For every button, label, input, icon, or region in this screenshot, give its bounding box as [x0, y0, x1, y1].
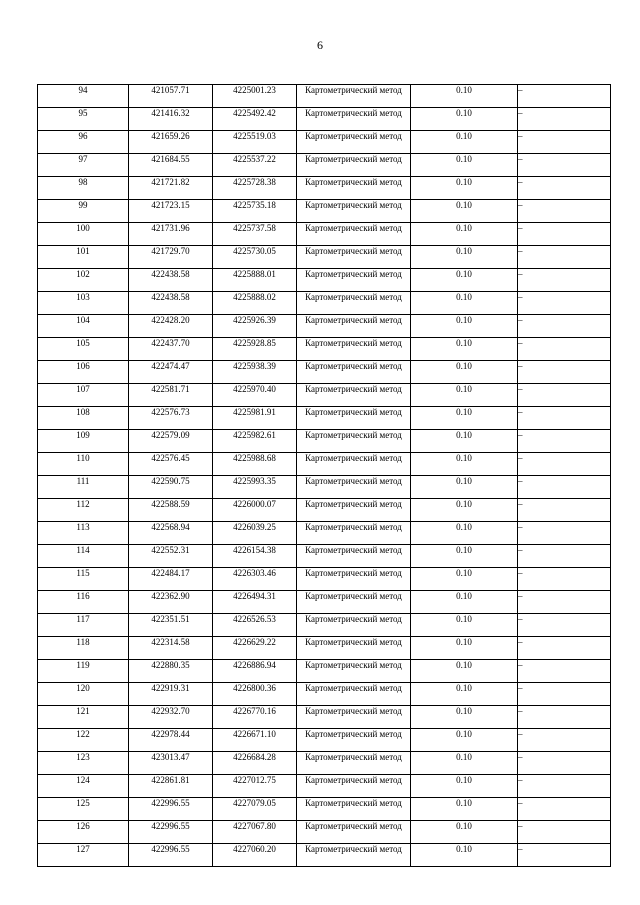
table-row — [38, 338, 611, 361]
table-row — [38, 223, 611, 246]
x-coordinate-cell: 421659.26 — [129, 131, 213, 154]
method-cell: Картометрический метод — [297, 177, 411, 200]
note-cell: – — [518, 292, 611, 315]
x-coordinate-cell: 422484.17 — [129, 568, 213, 591]
x-coordinate-cell: 422362.90 — [129, 591, 213, 614]
x-coordinate-cell: 422474.47 — [129, 361, 213, 384]
point-number-cell: 109 — [38, 430, 129, 453]
method-cell: Картометрический метод — [297, 821, 411, 844]
accuracy-cell: 0.10 — [411, 844, 518, 867]
method-cell: Картометрический метод — [297, 752, 411, 775]
method-cell: Картометрический метод — [297, 568, 411, 591]
method-cell: Картометрический метод — [297, 660, 411, 683]
y-coordinate-cell: 4225982.61 — [213, 430, 297, 453]
note-cell: – — [518, 85, 611, 108]
note-cell: – — [518, 522, 611, 545]
table-row — [38, 177, 611, 200]
x-coordinate-cell: 423013.47 — [129, 752, 213, 775]
accuracy-cell: 0.10 — [411, 775, 518, 798]
note-cell: – — [518, 499, 611, 522]
x-coordinate-cell: 422428.20 — [129, 315, 213, 338]
x-coordinate-cell: 422588.59 — [129, 499, 213, 522]
x-coordinate-cell: 422438.58 — [129, 292, 213, 315]
x-coordinate-cell: 422438.58 — [129, 269, 213, 292]
table-row — [38, 545, 611, 568]
x-coordinate-cell: 422996.55 — [129, 844, 213, 867]
y-coordinate-cell: 4225938.39 — [213, 361, 297, 384]
table-row — [38, 85, 611, 108]
method-cell: Картометрический метод — [297, 798, 411, 821]
table-row — [38, 292, 611, 315]
x-coordinate-cell: 421721.82 — [129, 177, 213, 200]
table-row — [38, 453, 611, 476]
accuracy-cell: 0.10 — [411, 729, 518, 752]
point-number-cell: 98 — [38, 177, 129, 200]
y-coordinate-cell: 4226671.10 — [213, 729, 297, 752]
x-coordinate-cell: 421057.71 — [129, 85, 213, 108]
method-cell: Картометрический метод — [297, 637, 411, 660]
table-row — [38, 660, 611, 683]
x-coordinate-cell: 421684.55 — [129, 154, 213, 177]
note-cell: – — [518, 315, 611, 338]
point-number-cell: 113 — [38, 522, 129, 545]
method-cell: Картометрический метод — [297, 384, 411, 407]
y-coordinate-cell: 4226303.46 — [213, 568, 297, 591]
note-cell: – — [518, 338, 611, 361]
accuracy-cell: 0.10 — [411, 361, 518, 384]
accuracy-cell: 0.10 — [411, 315, 518, 338]
method-cell: Картометрический метод — [297, 545, 411, 568]
table-row — [38, 568, 611, 591]
method-cell: Картометрический метод — [297, 591, 411, 614]
note-cell: – — [518, 476, 611, 499]
x-coordinate-cell: 422880.35 — [129, 660, 213, 683]
note-cell: – — [518, 683, 611, 706]
table-row — [38, 821, 611, 844]
method-cell: Картометрический метод — [297, 706, 411, 729]
y-coordinate-cell: 4226629.22 — [213, 637, 297, 660]
point-number-cell: 97 — [38, 154, 129, 177]
method-cell: Картометрический метод — [297, 729, 411, 752]
y-coordinate-cell: 4225988.68 — [213, 453, 297, 476]
table-row — [38, 775, 611, 798]
point-number-cell: 117 — [38, 614, 129, 637]
point-number-cell: 106 — [38, 361, 129, 384]
note-cell: – — [518, 384, 611, 407]
point-number-cell: 122 — [38, 729, 129, 752]
y-coordinate-cell: 4225888.02 — [213, 292, 297, 315]
x-coordinate-cell: 421731.96 — [129, 223, 213, 246]
point-number-cell: 102 — [38, 269, 129, 292]
y-coordinate-cell: 4225730.05 — [213, 246, 297, 269]
y-coordinate-cell: 4226154.38 — [213, 545, 297, 568]
x-coordinate-cell: 422996.55 — [129, 821, 213, 844]
accuracy-cell: 0.10 — [411, 177, 518, 200]
accuracy-cell: 0.10 — [411, 131, 518, 154]
table-row — [38, 407, 611, 430]
method-cell: Картометрический метод — [297, 154, 411, 177]
y-coordinate-cell: 4226039.25 — [213, 522, 297, 545]
method-cell: Картометрический метод — [297, 361, 411, 384]
accuracy-cell: 0.10 — [411, 223, 518, 246]
y-coordinate-cell: 4226000.07 — [213, 499, 297, 522]
accuracy-cell: 0.10 — [411, 338, 518, 361]
y-coordinate-cell: 4225737.58 — [213, 223, 297, 246]
y-coordinate-cell: 4227067.80 — [213, 821, 297, 844]
accuracy-cell: 0.10 — [411, 798, 518, 821]
x-coordinate-cell: 422978.44 — [129, 729, 213, 752]
accuracy-cell: 0.10 — [411, 499, 518, 522]
y-coordinate-cell: 4226684.28 — [213, 752, 297, 775]
x-coordinate-cell: 422437.70 — [129, 338, 213, 361]
table-row — [38, 752, 611, 775]
accuracy-cell: 0.10 — [411, 683, 518, 706]
x-coordinate-cell: 422996.55 — [129, 798, 213, 821]
note-cell: – — [518, 660, 611, 683]
table-row — [38, 499, 611, 522]
y-coordinate-cell: 4225492.42 — [213, 108, 297, 131]
table-row — [38, 591, 611, 614]
method-cell: Картометрический метод — [297, 200, 411, 223]
point-number-cell: 105 — [38, 338, 129, 361]
y-coordinate-cell: 4225926.39 — [213, 315, 297, 338]
method-cell: Картометрический метод — [297, 108, 411, 131]
point-number-cell: 121 — [38, 706, 129, 729]
accuracy-cell: 0.10 — [411, 522, 518, 545]
accuracy-cell: 0.10 — [411, 154, 518, 177]
table-row — [38, 729, 611, 752]
method-cell: Картометрический метод — [297, 844, 411, 867]
note-cell: – — [518, 706, 611, 729]
method-cell: Картометрический метод — [297, 430, 411, 453]
note-cell: – — [518, 775, 611, 798]
point-number-cell: 101 — [38, 246, 129, 269]
accuracy-cell: 0.10 — [411, 108, 518, 131]
accuracy-cell: 0.10 — [411, 545, 518, 568]
accuracy-cell: 0.10 — [411, 384, 518, 407]
x-coordinate-cell: 421729.70 — [129, 246, 213, 269]
method-cell: Картометрический метод — [297, 453, 411, 476]
table-row — [38, 131, 611, 154]
point-number-cell: 107 — [38, 384, 129, 407]
accuracy-cell: 0.10 — [411, 292, 518, 315]
table-row — [38, 269, 611, 292]
method-cell: Картометрический метод — [297, 683, 411, 706]
note-cell: – — [518, 361, 611, 384]
coordinates-table-body — [38, 85, 611, 867]
x-coordinate-cell: 422314.58 — [129, 637, 213, 660]
note-cell: – — [518, 453, 611, 476]
method-cell: Картометрический метод — [297, 292, 411, 315]
table-row — [38, 108, 611, 131]
point-number-cell: 120 — [38, 683, 129, 706]
accuracy-cell: 0.10 — [411, 246, 518, 269]
accuracy-cell: 0.10 — [411, 821, 518, 844]
point-number-cell: 114 — [38, 545, 129, 568]
y-coordinate-cell: 4225888.01 — [213, 269, 297, 292]
accuracy-cell: 0.10 — [411, 752, 518, 775]
y-coordinate-cell: 4227060.20 — [213, 844, 297, 867]
point-number-cell: 119 — [38, 660, 129, 683]
y-coordinate-cell: 4225519.03 — [213, 131, 297, 154]
point-number-cell: 95 — [38, 108, 129, 131]
x-coordinate-cell: 422576.45 — [129, 453, 213, 476]
accuracy-cell: 0.10 — [411, 614, 518, 637]
table-row — [38, 522, 611, 545]
point-number-cell: 125 — [38, 798, 129, 821]
method-cell: Картометрический метод — [297, 315, 411, 338]
y-coordinate-cell: 4226886.94 — [213, 660, 297, 683]
y-coordinate-cell: 4226800.36 — [213, 683, 297, 706]
table-row — [38, 361, 611, 384]
point-number-cell: 103 — [38, 292, 129, 315]
x-coordinate-cell: 422919.31 — [129, 683, 213, 706]
note-cell: – — [518, 108, 611, 131]
point-number-cell: 123 — [38, 752, 129, 775]
y-coordinate-cell: 4225537.22 — [213, 154, 297, 177]
method-cell: Картометрический метод — [297, 407, 411, 430]
note-cell: – — [518, 798, 611, 821]
accuracy-cell: 0.10 — [411, 85, 518, 108]
accuracy-cell: 0.10 — [411, 660, 518, 683]
note-cell: – — [518, 821, 611, 844]
method-cell: Картометрический метод — [297, 338, 411, 361]
point-number-cell: 127 — [38, 844, 129, 867]
point-number-cell: 110 — [38, 453, 129, 476]
note-cell: – — [518, 637, 611, 660]
note-cell: – — [518, 407, 611, 430]
point-number-cell: 96 — [38, 131, 129, 154]
y-coordinate-cell: 4227079.05 — [213, 798, 297, 821]
y-coordinate-cell: 4225970.40 — [213, 384, 297, 407]
accuracy-cell: 0.10 — [411, 706, 518, 729]
table-row — [38, 315, 611, 338]
table-row — [38, 844, 611, 867]
point-number-cell: 104 — [38, 315, 129, 338]
accuracy-cell: 0.10 — [411, 269, 518, 292]
accuracy-cell: 0.10 — [411, 568, 518, 591]
table-row — [38, 384, 611, 407]
note-cell: – — [518, 269, 611, 292]
point-number-cell: 116 — [38, 591, 129, 614]
note-cell: – — [518, 591, 611, 614]
x-coordinate-cell: 422576.73 — [129, 407, 213, 430]
accuracy-cell: 0.10 — [411, 637, 518, 660]
accuracy-cell: 0.10 — [411, 476, 518, 499]
y-coordinate-cell: 4227012.75 — [213, 775, 297, 798]
point-number-cell: 126 — [38, 821, 129, 844]
y-coordinate-cell: 4225928.85 — [213, 338, 297, 361]
x-coordinate-cell: 422861.81 — [129, 775, 213, 798]
point-number-cell: 99 — [38, 200, 129, 223]
coordinates-table — [37, 84, 611, 867]
x-coordinate-cell: 422579.09 — [129, 430, 213, 453]
point-number-cell: 112 — [38, 499, 129, 522]
table-row — [38, 683, 611, 706]
y-coordinate-cell: 4225001.23 — [213, 85, 297, 108]
table-row — [38, 246, 611, 269]
method-cell: Картометрический метод — [297, 223, 411, 246]
point-number-cell: 124 — [38, 775, 129, 798]
method-cell: Картометрический метод — [297, 614, 411, 637]
accuracy-cell: 0.10 — [411, 453, 518, 476]
note-cell: – — [518, 844, 611, 867]
table-row — [38, 614, 611, 637]
table-row — [38, 154, 611, 177]
note-cell: – — [518, 131, 611, 154]
accuracy-cell: 0.10 — [411, 407, 518, 430]
table-row — [38, 430, 611, 453]
accuracy-cell: 0.10 — [411, 591, 518, 614]
x-coordinate-cell: 422932.70 — [129, 706, 213, 729]
y-coordinate-cell: 4225735.18 — [213, 200, 297, 223]
table-row — [38, 706, 611, 729]
note-cell: – — [518, 729, 611, 752]
accuracy-cell: 0.10 — [411, 200, 518, 223]
x-coordinate-cell: 421723.15 — [129, 200, 213, 223]
note-cell: – — [518, 752, 611, 775]
point-number-cell: 115 — [38, 568, 129, 591]
y-coordinate-cell: 4226494.31 — [213, 591, 297, 614]
note-cell: – — [518, 545, 611, 568]
x-coordinate-cell: 422590.75 — [129, 476, 213, 499]
table-row — [38, 476, 611, 499]
method-cell: Картометрический метод — [297, 775, 411, 798]
y-coordinate-cell: 4225728.38 — [213, 177, 297, 200]
table-row — [38, 637, 611, 660]
note-cell: – — [518, 430, 611, 453]
y-coordinate-cell: 4225981.91 — [213, 407, 297, 430]
note-cell: – — [518, 568, 611, 591]
note-cell: – — [518, 200, 611, 223]
y-coordinate-cell: 4225993.35 — [213, 476, 297, 499]
point-number-cell: 111 — [38, 476, 129, 499]
method-cell: Картометрический метод — [297, 85, 411, 108]
x-coordinate-cell: 422581.71 — [129, 384, 213, 407]
point-number-cell: 100 — [38, 223, 129, 246]
method-cell: Картометрический метод — [297, 522, 411, 545]
method-cell: Картометрический метод — [297, 131, 411, 154]
accuracy-cell: 0.10 — [411, 430, 518, 453]
table-row — [38, 798, 611, 821]
point-number-cell: 94 — [38, 85, 129, 108]
point-number-cell: 118 — [38, 637, 129, 660]
method-cell: Картометрический метод — [297, 476, 411, 499]
table-row — [38, 200, 611, 223]
x-coordinate-cell: 422552.31 — [129, 545, 213, 568]
x-coordinate-cell: 422568.94 — [129, 522, 213, 545]
note-cell: – — [518, 246, 611, 269]
method-cell: Картометрический метод — [297, 269, 411, 292]
page-number: 6 — [317, 38, 323, 52]
y-coordinate-cell: 4226526.53 — [213, 614, 297, 637]
x-coordinate-cell: 422351.51 — [129, 614, 213, 637]
note-cell: – — [518, 177, 611, 200]
y-coordinate-cell: 4226770.16 — [213, 706, 297, 729]
point-number-cell: 108 — [38, 407, 129, 430]
x-coordinate-cell: 421416.32 — [129, 108, 213, 131]
note-cell: – — [518, 223, 611, 246]
note-cell: – — [518, 154, 611, 177]
method-cell: Картометрический метод — [297, 499, 411, 522]
note-cell: – — [518, 614, 611, 637]
method-cell: Картометрический метод — [297, 246, 411, 269]
